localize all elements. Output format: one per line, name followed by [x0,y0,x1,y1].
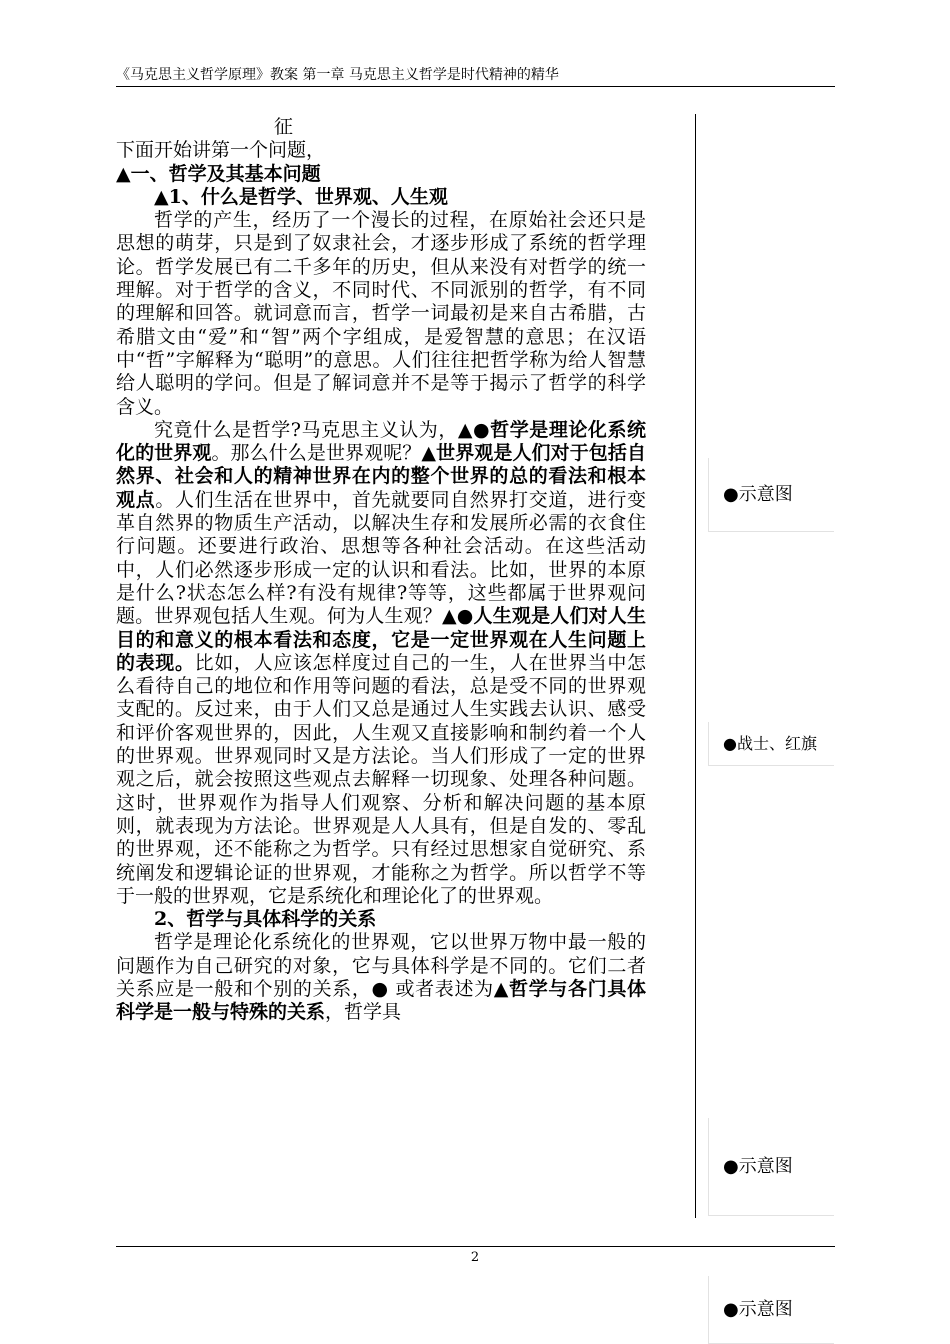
intro-line: 下面开始讲第一个问题， [116,139,326,162]
paragraph-3 [116,931,646,1024]
page-number: 2 [470,1250,480,1265]
text-fragment: 征 [274,116,294,138]
header-rule [116,86,835,87]
main-text [116,116,646,1025]
subsection-heading-2: 2、哲学与具体科学的关系 [154,908,377,931]
p3-text-a: 哲学是理论化系统化的世界观，它以世界万物中最一般的问题作为自己研究的对象，它与具体科学是不同的。它们二者关系应是一般和个别的关系，● 或者表述为 [116,931,646,1000]
p2-text-e: 。人们生活在世界中，首先就要同自然界打交道，进行变革自然界的物质生产活动，以解决生存和发展所必需的衣食住行问题。还要进行政治、思想等各种社会活动。在这些活动中，人们必然逐步形成一定的认识和看法。比如，世界的本原是什么?状态怎么样?有没有规律?等等，这些都属于世界观问题。世界观包括人生观。何为人生观？ [116,488,646,628]
section-heading: ▲一、哲学及其基本问题 [116,162,321,185]
p2-bold-definition-outlook-on-life: ▲●人生观是人们对人生目的和意义的根本看法和态度，它是一定世界观在人生问题上的表现。 [116,605,646,674]
p2-text-c: 。那么什么是世界观呢？ [211,442,422,465]
running-header: 《马克思主义哲学原理》教案 第一章 马克思主义哲学是时代精神的精华 [116,67,559,83]
paragraph-2 [116,419,646,908]
margin-note-diagram-3: ●示意图 [708,1276,834,1344]
p2-text-a: 究竟什么是哲学?马克思主义认为， [154,418,458,441]
margin-note-diagram-2: ●示意图 [708,1118,834,1216]
p3-text-c: ，哲学具 [325,1001,402,1024]
p3-bold-relation: ▲哲学与各门具体科学是一般与特殊的关系 [116,977,646,1024]
margin-divider [695,114,696,1218]
p2-bold-definition-worldview: ▲世界观是人们对于包括自然界、社会和人的精神世界在内的整个世界的总的看法和根本观点 [116,442,646,511]
footer-rule [116,1246,835,1247]
paragraph-1: 哲学的产生，经历了一个漫长的过程，在原始社会还只是思想的萌芽，只是到了奴隶社会，才逐步形成了系统的哲学理论。哲学发展已有二千多年的历史，但从来没有对哲学的统一理解。对于哲学的含义，不同时代、不同派别的哲学，有不同的理解和回答。就词意而言，哲学一词最初是来自古希腊，古希腊文由“爱”和“智”两个字组成，是爱智慧的意思；在汉语中“哲”字解释为“聪明”的意思。人们往往把哲学称为给人智慧给人聪明的学问。但是了解词意并不是等于揭示了哲学的科学含义。 [116,209,646,418]
p2-bold-definition-philosophy: ▲●哲学是理论化系统化的世界观 [116,418,646,465]
margin-note-soldier-flag: ●战士、红旗 [708,722,834,766]
subsection-heading-1: ▲1、什么是哲学、世界观、人生观 [154,185,448,208]
margin-note-diagram-1: ●示意图 [708,458,834,532]
p2-text-g: 比如，人应该怎样度过自己的一生，人在世界当中怎么看待自己的地位和作用等问题的看法，总是受不同的世界观支配的。反过来，由于人们又总是通过人生实践去认识、感受和评价客观世界的，因此，人生观又直接影响和制约着一个人的世界观。世界观同时又是方法论。当人们形成了一定的世界观之后，就会按照这些观点去解释一切现象、处理各种问题。这时，世界观作为指导人们观察、分析和解决问题的基本原则，就表现为方法论。世界观是人人具有，但是自发的、零乱的世界观，还不能称之为哲学。只有经过思想家自觉研究、系统阐发和逻辑论证的世界观，才能称之为哲学。所以哲学不等于一般的世界观，它是系统化和理论化了的世界观。 [116,651,646,907]
